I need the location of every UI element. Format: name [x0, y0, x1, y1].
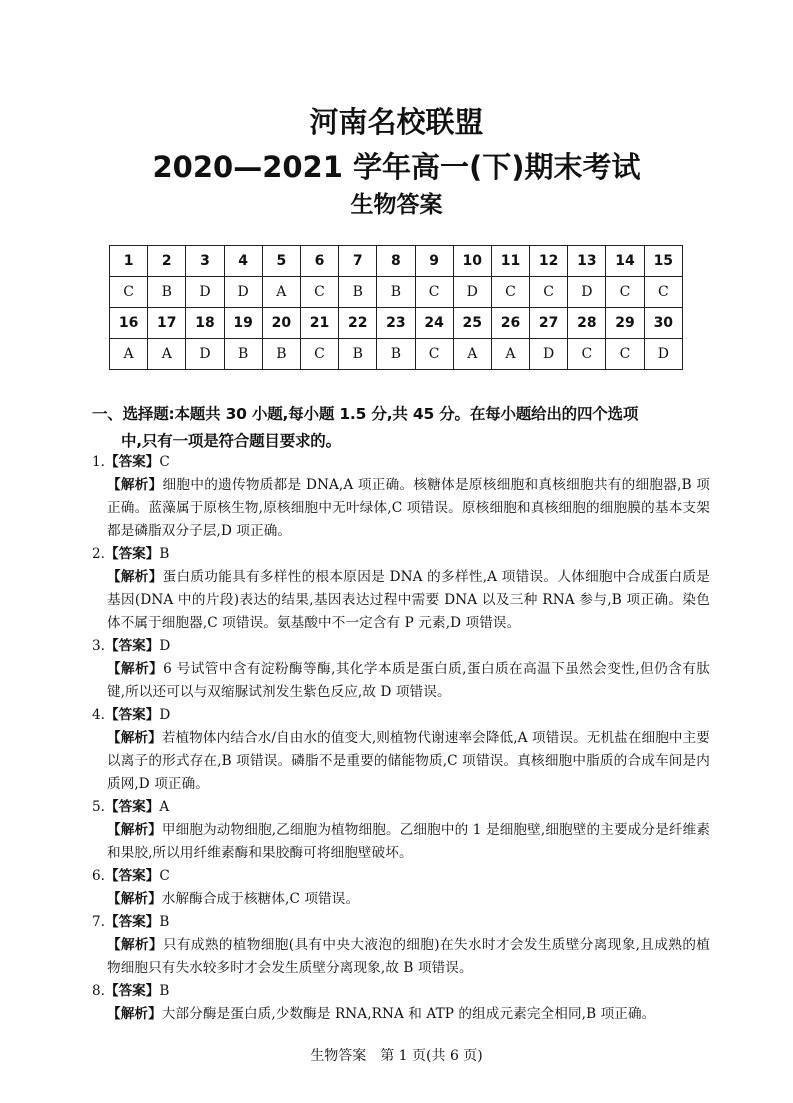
- explain-tag: 【解析】: [107, 477, 163, 493]
- answer-line: [92, 911, 710, 934]
- question-number: 7.: [92, 914, 105, 930]
- answer-table-cell: 24: [415, 308, 453, 339]
- answer-table-cell: 13: [568, 246, 606, 277]
- answer-table-cell: 9: [415, 246, 453, 277]
- question-number: 2.: [92, 546, 105, 562]
- answer-table-cell: C: [110, 277, 148, 308]
- question-item: [92, 704, 710, 796]
- answer-table-cell: A: [491, 339, 529, 370]
- answer-table: [109, 245, 683, 370]
- answer-value: C: [159, 454, 170, 470]
- answer-table-cell: 11: [491, 246, 529, 277]
- answer-table-cell: 18: [186, 308, 224, 339]
- explanation-text: 6 号试管中含有淀粉酶等酶,其化学本质是蛋白质,蛋白质在高温下虽然会变性,但仍含有肽键,所以还可以与双缩脲试剂发生紫色反应,故 D 项错误。: [107, 661, 710, 700]
- answer-table-cell: 22: [339, 308, 377, 339]
- explanation: [92, 658, 710, 704]
- explanation-text: 甲细胞为动物细胞,乙细胞为植物细胞。乙细胞中的 1 是细胞壁,细胞壁的主要成分是纤维素和果胶,所以用纤维素酶和果胶酶可将细胞壁破坏。: [107, 822, 710, 861]
- answer-table-number-row: [110, 246, 683, 277]
- explanation: [92, 819, 710, 865]
- page-footer: 生物答案 第 1 页(共 6 页): [310, 1048, 483, 1064]
- explain-tag: 【解析】: [107, 937, 163, 953]
- explain-tag: 【解析】: [107, 1006, 162, 1022]
- answer-table-cell: C: [530, 277, 568, 308]
- answer-table-cell: D: [224, 277, 262, 308]
- answer-explanations: [92, 451, 710, 1026]
- answer-value: B: [159, 914, 170, 930]
- answer-table-cell: 28: [568, 308, 606, 339]
- answer-table-cell: 7: [339, 246, 377, 277]
- answer-table-cell: 25: [453, 308, 491, 339]
- answer-table-cell: 3: [186, 246, 224, 277]
- explain-tag: 【解析】: [107, 730, 162, 746]
- explanation: [92, 727, 710, 796]
- answer-table-cell: B: [262, 339, 300, 370]
- answer-table-cell: B: [377, 339, 415, 370]
- answer-table-cell: B: [339, 339, 377, 370]
- answer-table-cell: C: [644, 277, 682, 308]
- explain-tag: 【解析】: [107, 822, 162, 838]
- answer-table-cell: D: [568, 277, 606, 308]
- answer-table-cell: 27: [530, 308, 568, 339]
- answer-line: [92, 704, 710, 727]
- question-item: [92, 980, 710, 1026]
- question-item: [92, 865, 710, 911]
- explain-tag: 【解析】: [107, 661, 164, 677]
- answer-table-answer-row: [110, 339, 683, 370]
- answer-table-cell: D: [186, 339, 224, 370]
- section-heading-line: 一、选择题:本题共 30 小题,每小题 1.5 分,共 45 分。在每小题给出的四个选项: [92, 405, 639, 423]
- question-item: [92, 911, 710, 980]
- question-number: 5.: [92, 799, 105, 815]
- answer-table-cell: 2: [148, 246, 186, 277]
- answer-table-cell: 8: [377, 246, 415, 277]
- answer-line: [92, 543, 710, 566]
- answer-table-cell: 14: [606, 246, 644, 277]
- answer-table-cell: C: [415, 339, 453, 370]
- answer-value: B: [159, 983, 170, 999]
- question-number: 1.: [92, 454, 105, 470]
- answer-tag: 【答案】: [104, 868, 160, 884]
- explanation-text: 水解酶合成于核糖体,C 项错误。: [161, 891, 360, 907]
- answer-table-cell: 6: [300, 246, 338, 277]
- question-number: 8.: [92, 983, 105, 999]
- explanation-text: 大部分酶是蛋白质,少数酶是 RNA,RNA 和 ATP 的组成元素完全相同,B 项正确。: [161, 1006, 656, 1022]
- answer-tag: 【答案】: [104, 546, 160, 562]
- answer-tag: 【答案】: [104, 638, 160, 654]
- header-subtitle: 2020—2021 学年高一(下)期末考试: [152, 150, 641, 184]
- explanation: [92, 1003, 710, 1026]
- answer-table-cell: D: [186, 277, 224, 308]
- answer-table-cell: 1: [110, 246, 148, 277]
- answer-line: [92, 980, 710, 1003]
- answer-table-cell: A: [110, 339, 148, 370]
- answer-line: [92, 796, 710, 819]
- answer-table-cell: B: [377, 277, 415, 308]
- answer-table-cell: 21: [300, 308, 338, 339]
- answer-table-cell: A: [453, 339, 491, 370]
- answer-table-cell: C: [415, 277, 453, 308]
- answer-tag: 【答案】: [104, 454, 160, 470]
- explain-tag: 【解析】: [107, 569, 163, 585]
- answer-value: D: [159, 707, 171, 723]
- explanation-text: 只有成熟的植物细胞(具有中央大液泡的细胞)在失水时才会发生质壁分离现象,且成熟的植物细胞只有失水较多时才会发生质壁分离现象,故 B 项错误。: [107, 937, 711, 976]
- answer-table-cell: A: [262, 277, 300, 308]
- answer-table-cell: D: [644, 339, 682, 370]
- answer-table-answer-row: [110, 277, 683, 308]
- answer-table-cell: B: [148, 277, 186, 308]
- answer-table-cell: 12: [530, 246, 568, 277]
- question-item: [92, 543, 710, 635]
- explanation-text: 若植物体内结合水/自由水的值变大,则植物代谢速率会降低,A 项错误。无机盐在细胞中主要以离子的形式存在,B 项错误。磷脂不是重要的储能物质,C 项错误。真核细胞中脂质的合成车间是内质网,D 项正确。: [107, 730, 711, 792]
- explanation: [92, 566, 710, 635]
- answer-table-cell: 19: [224, 308, 262, 339]
- explain-tag: 【解析】: [107, 891, 162, 907]
- answer-value: A: [159, 799, 170, 815]
- answer-value: D: [159, 638, 171, 654]
- answer-table-cell: 26: [491, 308, 529, 339]
- explanation: [92, 888, 710, 911]
- document-name: 生物答案: [350, 192, 443, 218]
- answer-table-cell: 5: [262, 246, 300, 277]
- answer-table-cell: 23: [377, 308, 415, 339]
- answer-line: [92, 635, 710, 658]
- answer-table-cell: 17: [148, 308, 186, 339]
- section-heading-line: 中,只有一项是符合题目要求的。: [121, 432, 341, 450]
- answer-table-number-row: [110, 308, 683, 339]
- explanation-text: 蛋白质功能具有多样性的根本原因是 DNA 的多样性,A 项错误。人体细胞中合成蛋白质是基因(DNA 中的片段)表达的结果,基因表达过程中需要 DNA 以及三种 RNA 参与,B 项正确。染色体不属于细胞器,C 项错误。氨基酸中不一定含有 P 元素,D 项错误。: [107, 569, 710, 631]
- answer-table-cell: C: [606, 277, 644, 308]
- answer-table-cell: 15: [644, 246, 682, 277]
- question-item: [92, 451, 710, 543]
- answer-table-cell: 29: [606, 308, 644, 339]
- question-number: 6.: [92, 868, 105, 884]
- answer-value: C: [159, 868, 170, 884]
- answer-tag: 【答案】: [104, 707, 160, 723]
- question-number: 4.: [92, 707, 105, 723]
- question-item: [92, 796, 710, 865]
- answer-line: [92, 451, 710, 474]
- answer-table-cell: 16: [110, 308, 148, 339]
- answer-line: [92, 865, 710, 888]
- answer-table-cell: B: [224, 339, 262, 370]
- answer-table-cell: C: [300, 277, 338, 308]
- question-number: 3.: [92, 638, 105, 654]
- answer-table-cell: 20: [262, 308, 300, 339]
- answer-table-cell: 10: [453, 246, 491, 277]
- answer-table-cell: B: [339, 277, 377, 308]
- answer-value: B: [159, 546, 170, 562]
- section-heading: [92, 401, 712, 455]
- answer-table-cell: C: [568, 339, 606, 370]
- answer-table-cell: D: [530, 339, 568, 370]
- answer-tag: 【答案】: [104, 799, 160, 815]
- answer-tag: 【答案】: [104, 983, 160, 999]
- question-item: [92, 635, 710, 704]
- header-title: 河南名校联盟: [309, 105, 484, 139]
- answer-table-cell: C: [491, 277, 529, 308]
- explanation-text: 细胞中的遗传物质都是 DNA,A 项正确。核糖体是原核细胞和真核细胞共有的细胞器,B 项正确。蓝藻属于原核生物,原核细胞中无叶绿体,C 项错误。原核细胞和真核细胞的细胞膜的基本支架都是磷脂双分子层,D 项正确。: [107, 477, 711, 539]
- explanation: [92, 934, 710, 980]
- answer-table-cell: D: [453, 277, 491, 308]
- answer-table-cell: 4: [224, 246, 262, 277]
- answer-table-cell: 30: [644, 308, 682, 339]
- answer-tag: 【答案】: [104, 914, 160, 930]
- explanation: [92, 474, 710, 543]
- answer-table-cell: A: [148, 339, 186, 370]
- answer-table-cell: C: [606, 339, 644, 370]
- answer-table-cell: C: [300, 339, 338, 370]
